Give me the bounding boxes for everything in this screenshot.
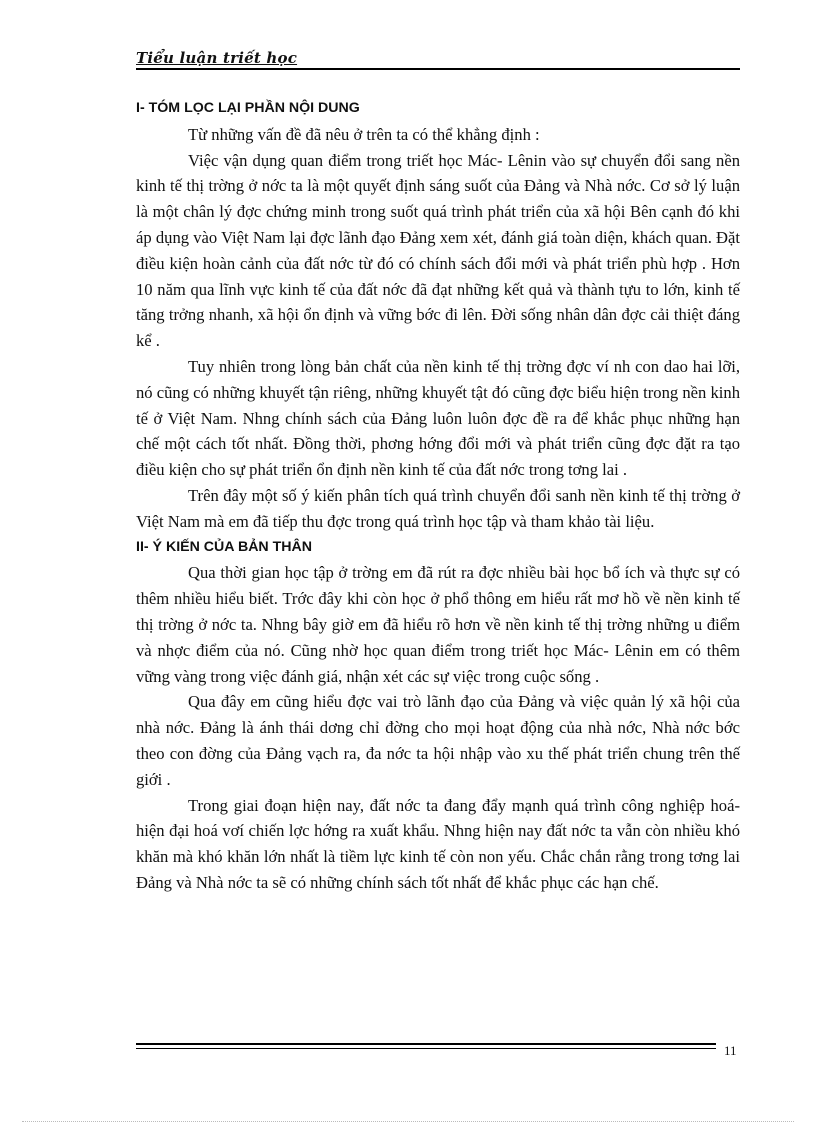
page-boundary <box>22 1121 794 1122</box>
footer-rule <box>136 1043 716 1049</box>
section-heading: I- TÓM LỌC LẠI PHẦN NỘI DUNG <box>136 100 360 116</box>
page-number: 11 <box>724 1043 737 1058</box>
paragraph: Qua đây em cũng hiểu đợc vai trò lãnh đạo của Đảng và việc quản lý xã hội của nhà nớc. Đảng là ánh thái dơng chỉ đờng cho mọi hoạt động của nhà nớc, Nhà nớc bớc theo con đờng của Đảng vạch ra, đa nớc ta hội nhập vào xu thế phát triển chung trên thế giới . <box>136 692 740 789</box>
footer-rule-thin <box>136 1048 716 1049</box>
page-header <box>136 44 740 70</box>
footer-rule-thick <box>136 1043 716 1045</box>
document-body <box>136 96 740 896</box>
header-title: Tiểu luận triết học <box>136 49 298 67</box>
paragraph: Việc vận dụng quan điểm trong triết học Mác- Lênin vào sự chuyển đổi sang nền kinh tế thị trờng ở nớc ta là một quyết định sáng suốt của Đảng và Nhà nớc. Cơ sở lý luận là một chân lý đợc chứng minh trong suốt quá trình phát triển của xã hội Bên cạnh đó khi áp dụng vào Việt Nam lại đợc lãnh đạo Đảng xem xét, đánh giá toàn diện, khách quan. Đặt điều kiện hoàn cảnh của đất nớc từ đó có chính sách đổi mới và phát triển phù hợp . Hơn 10 năm qua lĩnh vực kinh tế của đất nớc đã đạt những kết quả và thành tựu to lớn, kinh tế tăng trởng nhanh, xã hội ổn định và vững bớc đi lên. Đời sống nhân dân đợc cải thiệt đáng kể . <box>136 150 740 351</box>
paragraph: Trong giai đoạn hiện nay, đất nớc ta đang đẩy mạnh quá trình công nghiệp hoá- hiện đại hoá vơí chiến lợc hớng ra xuất khẩu. Nhng hiện nay đất nớc ta vẫn còn nhiều khó khăn mà khó khăn lớn nhất là tiềm lực kinh tế còn non yếu. Chắc chắn rằng trong tơng lai Đảng và Nhà nớc ta sẽ có những chính sách tốt nhất để khắc phục các hạn chế. <box>136 795 740 892</box>
section-opinion <box>136 535 740 896</box>
paragraph: Từ những vấn đề đã nêu ở trên ta có thể khẳng định : <box>188 124 540 144</box>
paragraph: Qua thời gian học tập ở trờng em đã rút ra đợc nhiều bài học bổ ích và thực sự có thêm nhiều hiểu biết. Trớc đây khi còn học ở phổ thông em hiểu rất mơ hồ về nền kinh tế thị trờng ở nớc ta. Nhng bây giờ em đã hiểu rõ hơn về nền kinh tế thị trờng những u điểm và nhợc điểm của nó. Cũng nhờ học quan điểm trong triết học Mác- Lênin em có thêm vững vàng trong việc đánh giá, nhận xét các sự việc trong cuộc sống . <box>136 563 740 686</box>
section-summary <box>136 96 740 535</box>
section-heading: II- Ý KIẾN CỦA BẢN THÂN <box>136 538 313 555</box>
paragraph: Trên đây một số ý kiến phân tích quá trình chuyển đổi sanh nền kinh tế thị trờng ở Việt Nam mà em đã tiếp thu đợc trong quá trình học tập và tham khảo tài liệu. <box>136 485 740 531</box>
paragraph: Tuy nhiên trong lòng bản chất của nền kinh tế thị trờng đợc ví nh con dao hai lỡi, nó cũng có những khuyết tận riêng, những khuyết tật đó cũng đợc biểu hiện trong nền kinh tế ở Việt Nam. Nhng chính sách của Đảng luôn luôn đợc đề ra để khắc phục những hạn chế một cách tốt nhất. Đồng thời, phơng hớng đổi mới và phát triển cũng đợc đặt ra tạo điều kiện cho sự phát triển ổn định nền kinh tế của đất nớc trong tơng lai . <box>136 356 740 480</box>
